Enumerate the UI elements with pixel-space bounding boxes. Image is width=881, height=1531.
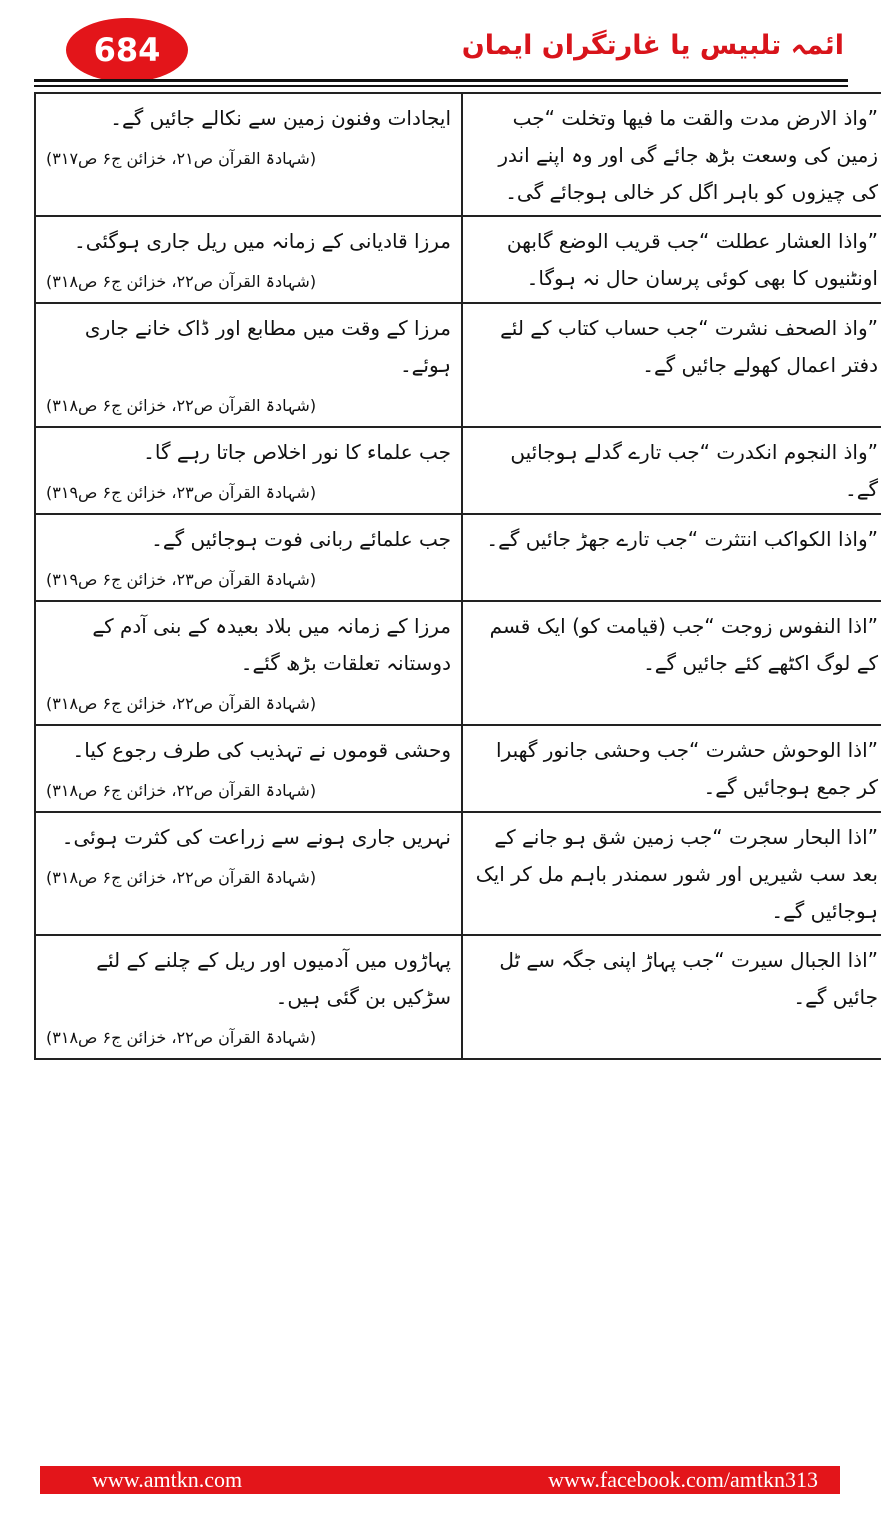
- verse-cell: [462, 514, 881, 601]
- header-rule-bottom: [34, 85, 848, 87]
- verse-text: ”اذا البحار سجرت “جب زمین شق ہو جانے کے بعد سب شیریں اور شور سمندر باہم مل کر ایک ہوجائیں گے۔: [475, 825, 878, 923]
- table-row: [35, 812, 881, 935]
- interpretation-cell: [35, 93, 462, 216]
- table-row: [35, 303, 881, 427]
- interpretation-cell: [35, 303, 462, 427]
- reference-citation: (شہادۃ القرآن ص۲۳، خزائن ج۶ ص۳۱۹): [46, 570, 317, 589]
- website-link[interactable]: www.amtkn.com: [92, 1467, 243, 1492]
- verse-text: ”واذا العشار عطلت “جب قریب الوضع گابھن اونٹنیوں کا بھی کوئی پرسان حال نہ ہوگا۔: [506, 229, 878, 290]
- interpretation-cell: [35, 514, 462, 601]
- interpretation-text: مرزا کے وقت میں مطابع اور ڈاک خانے جاری ہوئے۔: [84, 316, 451, 377]
- table-row: [35, 514, 881, 601]
- reference-citation: (شہادۃ القرآن ص۲۲، خزائن ج۶ ص۳۱۸): [46, 396, 317, 415]
- table-row: [35, 427, 881, 514]
- interpretation-text: مرزا کے زمانہ میں بلاد بعیدہ کے بنی آدم کے دوستانہ تعلقات بڑھ گئے۔: [92, 614, 451, 675]
- verse-text: ”واذا الکواکب انتثرت “جب تارے جھڑ جائیں گے۔: [486, 527, 878, 551]
- interpretation-cell: [35, 216, 462, 303]
- interpretation-text: نہریں جاری ہونے سے زراعت کی کثرت ہوئی۔: [61, 825, 451, 849]
- interpretation-cell: [35, 812, 462, 935]
- verse-cell: [462, 303, 881, 427]
- table-row: [35, 725, 881, 812]
- table-row: [35, 601, 881, 725]
- reference-citation: (شہادۃ القرآن ص۲۲، خزائن ج۶ ص۳۱۸): [46, 272, 317, 291]
- interpretation-text: وحشی قوموں نے تہذیب کی طرف رجوع کیا۔: [72, 738, 451, 762]
- header-rule-top: [34, 79, 848, 82]
- interpretation-cell: [35, 935, 462, 1059]
- reference-citation: (شہادۃ القرآن ص۲۲، خزائن ج۶ ص۳۱۸): [46, 1028, 317, 1047]
- table-row: [35, 93, 881, 216]
- interpretation-cell: [35, 427, 462, 514]
- interpretation-text: مرزا قادیانی کے زمانہ میں ریل جاری ہوگئی۔: [73, 229, 451, 253]
- verse-cell: [462, 93, 881, 216]
- verse-text: ”اذا الجبال سیرت “جب پہاڑ اپنی جگہ سے ٹل جائیں گے۔: [499, 948, 878, 1009]
- interpretation-text: پہاڑوں میں آدمیوں اور ریل کے چلنے کے لئے سڑکیں بن گئی ہیں۔: [96, 948, 451, 1009]
- reference-citation: (شہادۃ القرآن ص۲۲، خزائن ج۶ ص۳۱۸): [46, 694, 317, 713]
- book-title: ائمہ تلبیس یا غارتگران ایمان: [461, 30, 844, 61]
- page-number-badge: [66, 18, 188, 82]
- verse-cell: [462, 216, 881, 303]
- page-header: [34, 12, 852, 82]
- verse-cell: [462, 601, 881, 725]
- comparison-table: [34, 92, 881, 1060]
- reference-citation: (شہادۃ القرآن ص۲۳، خزائن ج۶ ص۳۱۹): [46, 483, 317, 502]
- interpretation-text: ایجادات وفنون زمین سے نکالے جائیں گے۔: [110, 106, 451, 130]
- reference-citation: (شہادۃ القرآن ص۲۱، خزائن ج۶ ص۳۱۷): [46, 149, 317, 168]
- interpretation-cell: [35, 725, 462, 812]
- reference-citation: (شہادۃ القرآن ص۲۲، خزائن ج۶ ص۳۱۸): [46, 781, 317, 800]
- verse-text: ”اذا الوحوش حشرت “جب وحشی جانور گھبرا کر جمع ہوجائیں گے۔: [496, 738, 878, 799]
- reference-citation: (شہادۃ القرآن ص۲۲، خزائن ج۶ ص۳۱۸): [46, 868, 317, 887]
- table-row: [35, 935, 881, 1059]
- verse-cell: [462, 935, 881, 1059]
- table-body: [35, 93, 881, 1059]
- interpretation-text: جب علمائے ربانی فوت ہوجائیں گے۔: [151, 527, 451, 551]
- verse-cell: [462, 427, 881, 514]
- interpretation-cell: [35, 601, 462, 725]
- interpretation-text: جب علماء کا نور اخلاص جاتا رہے گا۔: [143, 440, 451, 464]
- verse-text: ”واذ الارض مدت والقت ما فیھا وتخلت “جب زمین کی وسعت بڑھ جائے گی اور وہ اپنے اندر کی چیزوں کو باہر اگل کر خالی ہوجائے گی۔: [498, 106, 878, 204]
- facebook-link[interactable]: www.facebook.com/amtkn313: [548, 1467, 818, 1492]
- verse-cell: [462, 812, 881, 935]
- verse-text: ”واذ النجوم انکدرت “جب تارے گدلے ہوجائیں گے۔: [510, 440, 878, 501]
- verse-cell: [462, 725, 881, 812]
- verse-text: ”واذ الصحف نشرت “جب حساب کتاب کے لئے دفتر اعمال کھولے جائیں گے۔: [500, 316, 878, 377]
- verse-text: ”اذا النفوس زوجت “جب (قیامت کو) ایک قسم کے لوگ اکٹھے کئے جائیں گے۔: [489, 614, 878, 675]
- table-row: [35, 216, 881, 303]
- footer-bar: [40, 1466, 840, 1494]
- page-number: 684: [93, 31, 161, 69]
